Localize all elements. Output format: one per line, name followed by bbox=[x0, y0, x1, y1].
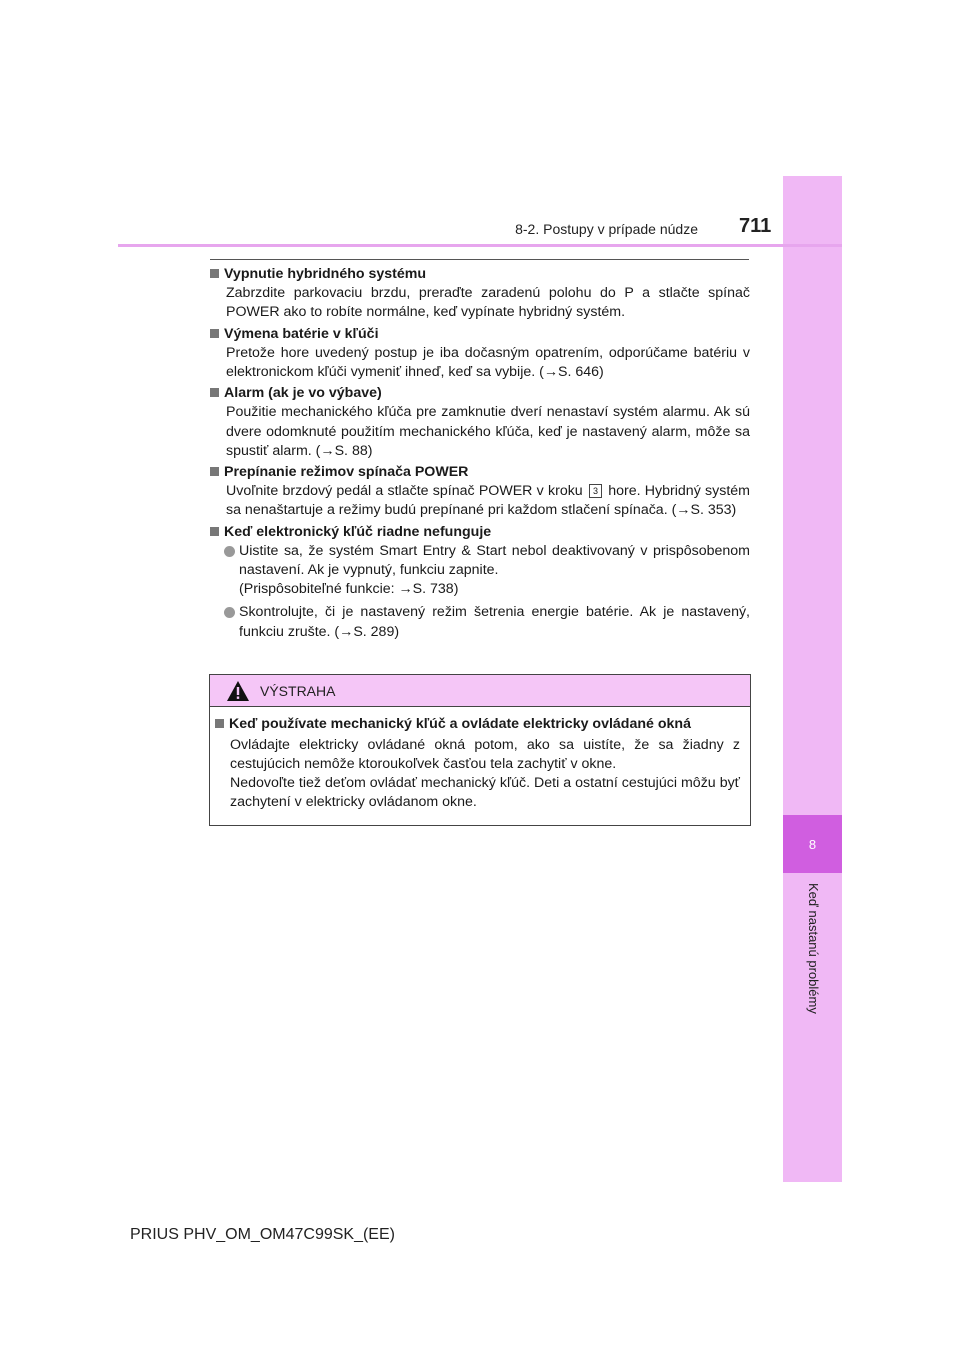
square-bullet-icon bbox=[210, 329, 219, 338]
section-key-malfunction bbox=[210, 523, 750, 642]
section-title bbox=[210, 463, 750, 482]
square-bullet-icon bbox=[210, 269, 219, 278]
step-reference-badge: 3 bbox=[589, 484, 602, 498]
section-title-text: Výmena batérie v kľúči bbox=[224, 325, 379, 342]
section-text: Zabrzdite parkovaciu brzdu, preraďte zaradenú polohu do P a stlačte spínač POWER ako to robíte normálne, keď vypínate hybridný systém. bbox=[226, 285, 750, 321]
circle-bullet-icon bbox=[224, 607, 235, 618]
list-item-text bbox=[239, 603, 750, 641]
section-text bbox=[226, 482, 750, 520]
warning-body bbox=[210, 707, 750, 812]
section-title bbox=[210, 523, 750, 542]
warning-box bbox=[209, 674, 751, 826]
content-divider bbox=[210, 259, 749, 260]
list-item-line: (Prispôsobiteľné funkcie: →S. 738) bbox=[239, 581, 459, 598]
warning-paragraph: Nedovoľte tiež deťom ovládať mechanický kľúč. Deti a ostatní cestujúci môžu byť zachytení v elektricky ovládanom okne. bbox=[230, 775, 740, 810]
text-after-step: hore. Hybridný systém sa nenaštartuje a režimy budú prepínané pri každom stlačení spínača. (→S. 353) bbox=[226, 483, 750, 519]
square-bullet-icon bbox=[210, 388, 219, 397]
section-title bbox=[210, 325, 750, 344]
section-text: Pretože hore uvedený postup je iba dočasným opatrením, odporúčame batériu v elektronickom kľúči vymeniť ihneď, keď sa vybije. (→S. 646) bbox=[226, 344, 750, 381]
section-title-text: Alarm (ak je vo výbave) bbox=[224, 385, 382, 402]
main-content bbox=[210, 265, 750, 644]
warning-title bbox=[215, 715, 740, 734]
header-divider bbox=[118, 244, 842, 247]
warning-triangle-icon bbox=[226, 680, 250, 702]
list-item-text bbox=[239, 542, 750, 600]
list-item bbox=[224, 542, 750, 600]
square-bullet-icon bbox=[215, 719, 224, 728]
warning-label: VÝSTRAHA bbox=[260, 682, 336, 699]
section-title-text: Vypnutie hybridného systému bbox=[224, 266, 427, 282]
square-bullet-icon bbox=[210, 527, 219, 536]
section-power-modes bbox=[210, 463, 750, 521]
section-alarm bbox=[210, 384, 750, 461]
section-title-text: Prepínanie režimov spínača POWER bbox=[224, 464, 469, 481]
warning-title-text: Keď používate mechanický kľúč a ovládate elektricky ovládané okná bbox=[229, 716, 691, 732]
page-number: 711 bbox=[739, 215, 772, 237]
section-key-battery bbox=[210, 325, 750, 383]
circle-bullet-icon bbox=[224, 546, 235, 557]
warning-header bbox=[210, 675, 750, 707]
square-bullet-icon bbox=[210, 467, 219, 476]
section-title bbox=[210, 384, 750, 403]
list-item-line: Skontrolujte, či je nastavený režim šetrenia energie batérie. Ak je nastavený, funkciu zrušte. (→S. 289) bbox=[239, 604, 750, 640]
section-hybrid-shutdown bbox=[210, 265, 750, 323]
footer-document-id: PRIUS PHV_OM_OM47C99SK_(EE) bbox=[130, 1226, 395, 1243]
list-item bbox=[224, 603, 750, 641]
text-before-step: Uvoľnite brzdový pedál a stlačte spínač POWER v kroku bbox=[226, 483, 583, 500]
header-section-title: 8-2. Postupy v prípade núdze bbox=[515, 221, 698, 237]
section-title bbox=[210, 265, 750, 284]
list-item-line: Uistite sa, že systém Smart Entry & Start nebol deaktivovaný v prispôsobenom nastavení. Ak je vypnutý, funkciu zapnite. bbox=[239, 542, 750, 579]
chapter-number: 8 bbox=[783, 815, 842, 873]
warning-paragraph: Ovládajte elektricky ovládané okná potom, ako sa uistíte, že sa žiadny z cestujúcich nemôže ktoroukoľvek časťou tela zachytiť v okne. bbox=[230, 737, 740, 772]
section-title-text: Keď elektronický kľúč riadne nefunguje bbox=[224, 523, 492, 540]
section-text: Použitie mechanického kľúča pre zamknutie dverí nenastaví systém alarmu. Ak sú dvere odomknuté použitím mechanického kľúča, keď je nastavený alarm, môže sa spustiť alarm. (→S. 88) bbox=[226, 404, 750, 459]
chapter-title: Keď nastanú problémy bbox=[806, 883, 821, 1014]
